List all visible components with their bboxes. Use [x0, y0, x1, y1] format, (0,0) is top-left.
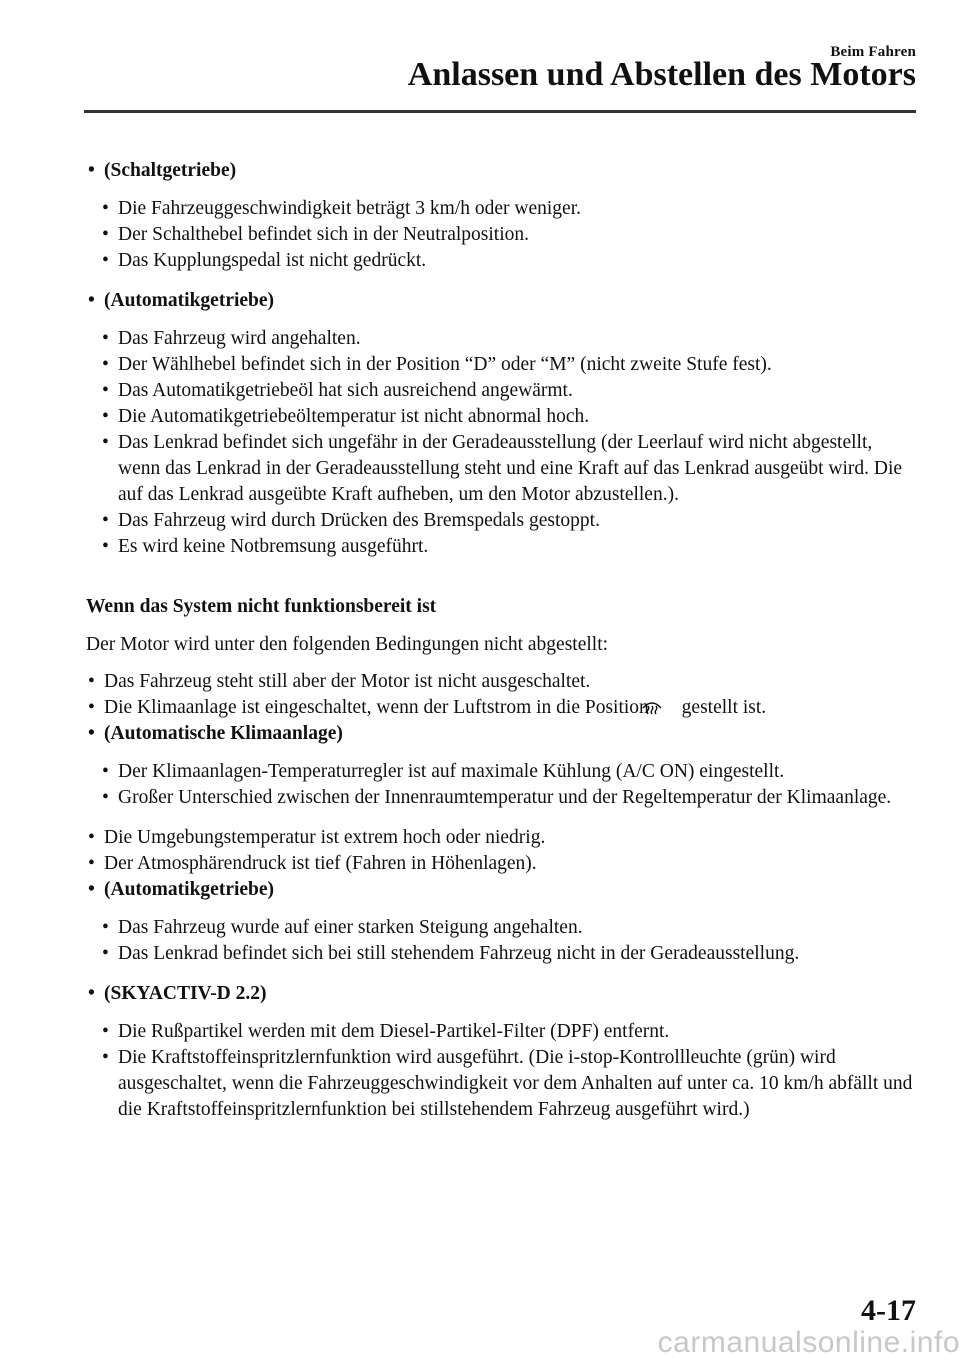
bullet-heading: • (Automatikgetriebe) — [88, 290, 275, 311]
automatic-transmission-group-2 — [86, 877, 916, 967]
list-item: • Das Lenkrad befindet sich bei still stehendem Fahrzeug nicht in der Geradeausstellung. — [102, 943, 800, 964]
list-item: • Die Automatikgetriebeöltemperatur ist nicht abnormal hoch. — [102, 406, 590, 427]
list-item: • Das Kupplungspedal ist nicht gedrückt. — [102, 250, 427, 271]
list-item: • Das Fahrzeug wurde auf einer starken Steigung angehalten. — [102, 917, 583, 938]
bullet-heading: • (SKYACTIV-D 2.2) — [88, 983, 267, 1004]
page-number: 4-17 — [861, 1294, 916, 1327]
list-item: • Der Schalthebel befindet sich in der Neutralposition. — [102, 224, 530, 245]
windshield-defroster-icon — [656, 696, 680, 716]
manual-transmission-group — [86, 158, 916, 274]
list-item: • Der Klimaanlagen-Temperaturregler ist auf maximale Kühlung (A/C ON) eingestellt. — [102, 761, 785, 782]
list-item: • Der Atmosphärendruck ist tief (Fahren in Höhenlagen). — [88, 853, 537, 874]
auto-climate-group — [86, 721, 916, 811]
bullet-heading: • (Schaltgetriebe) — [88, 160, 237, 181]
list-item: • Das Fahrzeug wird durch Drücken des Bremspedals gestoppt. — [102, 510, 600, 531]
list-item: • Großer Unterschied zwischen der Innenraumtemperatur und der Regeltemperatur der Klimaanlage. — [102, 787, 892, 808]
page-content — [86, 158, 916, 1137]
section-intro: Der Motor wird unter den folgenden Bedingungen nicht abgestellt: — [86, 634, 609, 655]
list-item: • Es wird keine Notbremsung ausgeführt. — [102, 536, 429, 557]
bullet-heading: • (Automatikgetriebe) — [88, 879, 275, 900]
list-item: • Die Rußpartikel werden mit dem Diesel-Partikel-Filter (DPF) entfernt. — [102, 1021, 670, 1042]
automatic-transmission-group — [86, 288, 916, 560]
list-item: • Das Automatikgetriebeöl hat sich ausreichend angewärmt. — [102, 380, 573, 401]
bullet-heading: • (Automatische Klimaanlage) — [88, 723, 343, 744]
list-item: • Das Fahrzeug wird angehalten. — [102, 328, 361, 349]
section-heading: Wenn das System nicht funktionsbereit ist — [86, 596, 437, 617]
list-item: • Die Kraftstoffeinspritzlernfunktion wird ausgeführt. (Die i-stop-Kontrollleuchte (grün) wird ausgeschaltet, wenn die Fahrzeuggeschwindigkeit vor dem Anhalten auf unter ca. 10 km/h abfällt und die Kraftstoffeinspritzlernfunktion bei stillstehendem Fahrzeug ausgeführt wird.) — [102, 1047, 913, 1120]
list-item: • Die Fahrzeuggeschwindigkeit beträgt 3 km/h oder weniger. — [102, 198, 581, 219]
list-item: • Die Umgebungstemperatur ist extrem hoch oder niedrig. — [88, 827, 546, 848]
header-rule — [84, 110, 916, 113]
list-item: • Das Lenkrad befindet sich ungefähr in der Geradeausstellung (der Leerlauf wird nicht abgestellt, wenn das Lenkrad in der Geradeausstellung steht und eine Kraft auf das Lenkrad ausgeübt wird. Die auf das Lenkrad ausgeübte Kraft aufheben, um den Motor abzustellen.). — [102, 432, 903, 505]
list-item: • Der Wählhebel befindet sich in der Position “D” oder “M” (nicht zweite Stufe fest). — [102, 354, 772, 375]
list-item: • Die Klimaanlage ist eingeschaltet, wenn der Luftstrom in die Position gestellt ist. — [88, 697, 767, 718]
skyactiv-group — [86, 981, 916, 1123]
list-item: • Das Fahrzeug steht still aber der Motor ist nicht ausgeschaltet. — [88, 671, 591, 692]
watermark-text: carmanualsonline.info — [657, 1326, 960, 1359]
section-label: Beim Fahren — [830, 44, 916, 60]
page-title: Anlassen und Abstellen des Motors — [407, 56, 916, 93]
